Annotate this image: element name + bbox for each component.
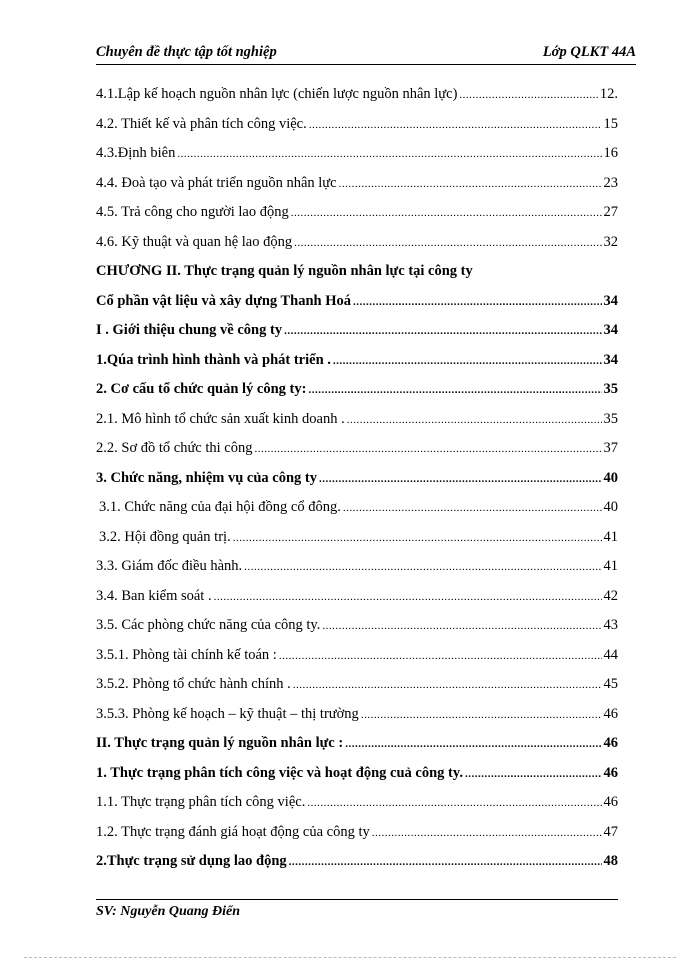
toc-entry-title: 1.2. Thực trạng đánh giá hoạt động của công ty: [96, 823, 370, 840]
toc-leader-dots: [279, 650, 602, 662]
toc-leader-dots: [339, 178, 602, 190]
header-class: Lớp QLKT 44A: [542, 44, 636, 60]
toc-leader-dots: [343, 502, 602, 514]
toc-entry-title: 2.2. Sơ đồ tổ chức thi công: [96, 440, 253, 456]
toc-entry: [96, 204, 618, 234]
toc-entry-title: 3.5.3. Phòng kế hoạch – kỹ thuật – thị trường: [96, 705, 359, 722]
toc-page-number: 41: [603, 528, 618, 545]
toc-leader-dots: [291, 207, 602, 219]
toc-page-number: 42: [603, 587, 618, 604]
toc-entry: [96, 175, 618, 205]
toc-leader-dots: [322, 620, 601, 632]
header-title: Chuyên đề thực tập tốt nghiệp: [96, 44, 277, 60]
toc-entry-title: 1. Thực trạng phân tích công việc và hoạt động cuả công ty.: [96, 764, 463, 781]
toc-entry-title: 2.1. Mô hình tổ chức sản xuất kinh doanh .: [96, 410, 345, 427]
toc-page-number: 43: [603, 617, 618, 633]
toc-entry: [96, 676, 618, 706]
toc-entry-title: Cổ phần vật liệu và xây dựng Thanh Hoá: [96, 292, 352, 309]
toc-page-number: 35: [603, 410, 618, 427]
toc-page-number: 15: [603, 115, 618, 132]
toc-page-number: 32: [603, 233, 618, 250]
toc-entry: [96, 499, 618, 529]
toc-entry: [96, 617, 618, 647]
toc-entry-title: 3. Chức năng, nhiệm vụ của công ty: [96, 469, 317, 486]
toc-page-number: 46: [603, 735, 618, 751]
toc-entry: [96, 145, 618, 175]
toc-entry: [96, 529, 618, 559]
toc-entry-title: 3.5.1. Phòng tài chính kế toán :: [96, 646, 277, 663]
page-edge-divider: [24, 957, 676, 958]
toc-page-number: 35: [603, 381, 618, 397]
toc-entry: [96, 381, 618, 411]
toc-leader-dots: [293, 679, 602, 691]
toc-entry-title: 4.5. Trả công cho người lao động: [96, 204, 289, 220]
toc-page-number: 34: [603, 292, 618, 309]
toc-page-number: 34: [603, 322, 618, 338]
toc-entry: [96, 765, 618, 795]
toc-entry-title: 1.Qúa trình hình thành và phát triển .: [96, 351, 331, 368]
toc-leader-dots: [308, 384, 601, 396]
toc-entry: [96, 558, 618, 588]
toc-leader-dots: [214, 591, 602, 603]
toc-entry: [96, 116, 618, 146]
toc-entry: [96, 263, 618, 293]
toc-entry-title: 4.2. Thiết kế và phân tích công việc.: [96, 115, 307, 132]
toc-leader-dots: [345, 738, 601, 750]
toc-page-number: 46: [603, 705, 618, 722]
toc-leader-dots: [284, 325, 601, 337]
toc-page-number: 16: [603, 145, 618, 161]
footer-author: SV: Nguyễn Quang Điển: [96, 904, 241, 919]
toc-page-number: 37: [603, 440, 618, 456]
toc-leader-dots: [254, 443, 601, 455]
toc-entry-title: 1.1. Thực trạng phân tích công việc.: [96, 794, 306, 810]
toc-entry: [96, 794, 618, 824]
toc-page-number: 46: [603, 794, 618, 810]
toc-entry-title: CHƯƠNG II. Thực trạng quản lý nguồn nhân lực tại công ty: [96, 263, 473, 279]
toc-entry-title: 3.5.2. Phòng tổ chức hành chính .: [96, 676, 291, 692]
toc-entry-title: 3.2. Hội đồng quản trị.: [99, 528, 231, 545]
toc-leader-dots: [319, 473, 602, 485]
toc-entry: [96, 647, 618, 677]
toc-page-number: 23: [603, 174, 618, 191]
toc-page-number: 41: [603, 558, 618, 574]
toc-leader-dots: [309, 119, 602, 131]
toc-entry: [96, 706, 618, 736]
toc-entry: [96, 411, 618, 441]
toc-entry: [96, 853, 618, 883]
page-header: [96, 44, 636, 65]
toc-leader-dots: [333, 355, 602, 367]
toc-entry-title: 3.3. Giám đốc điều hành.: [96, 558, 243, 574]
toc-entry: [96, 352, 618, 382]
toc-entry: [96, 588, 618, 618]
toc-entry-title: 2. Cơ cấu tổ chức quản lý công ty:: [96, 381, 307, 397]
toc-entry: [96, 824, 618, 854]
toc-leader-dots: [372, 827, 602, 839]
toc-leader-dots: [459, 89, 597, 101]
toc-page-number: 44: [603, 646, 618, 663]
toc-leader-dots: [361, 709, 602, 721]
toc-page-number: 48: [603, 853, 618, 869]
toc-entry-title: 3.4. Ban kiểm soát .: [96, 587, 212, 604]
toc-entry: [96, 86, 618, 116]
toc-page-number: 12.: [599, 86, 618, 102]
toc-leader-dots: [294, 237, 601, 249]
toc-entry-title: 2.Thực trạng sử dụng lao động: [96, 853, 287, 869]
toc-entry: [96, 735, 618, 765]
toc-leader-dots: [289, 856, 602, 868]
toc-entry-title: 3.1. Chức năng của đại hội đồng cổ đông.: [99, 499, 341, 515]
toc-entry-title: 3.5. Các phòng chức năng của công ty.: [96, 617, 321, 633]
toc-leader-dots: [233, 532, 602, 544]
toc-page-number: 27: [603, 204, 618, 220]
toc-entry: [96, 470, 618, 500]
toc-entry-title: 4.6. Kỹ thuật và quan hệ lao động: [96, 233, 293, 250]
toc-leader-dots: [347, 414, 602, 426]
toc-entry-title: 4.3.Định biên: [96, 145, 176, 161]
toc-leader-dots: [177, 148, 601, 160]
toc-page-number: 46: [603, 764, 618, 781]
page-footer: [96, 899, 618, 920]
toc-page-number: 45: [603, 676, 618, 692]
toc-entry-title: II. Thực trạng quản lý nguồn nhân lực :: [96, 735, 344, 751]
toc-page-number: 34: [603, 351, 618, 368]
toc-entry-title: 4.1.Lập kế hoạch nguồn nhân lực (chiến lược nguồn nhân lực): [96, 86, 458, 102]
toc-entry-title: 4.4. Đoà tạo và phát triển nguồn nhân lực: [96, 174, 337, 191]
toc-entry: [96, 293, 618, 323]
toc-entry: [96, 322, 618, 352]
toc-leader-dots: [465, 768, 602, 780]
toc-page-number: 47: [603, 823, 618, 840]
toc-entry-title: I . Giới thiệu chung về công ty: [96, 322, 283, 338]
toc-leader-dots: [353, 296, 601, 308]
toc-entry: [96, 440, 618, 470]
toc-leader-dots: [307, 797, 601, 809]
toc-entry: [96, 234, 618, 264]
toc-leader-dots: [244, 561, 601, 573]
toc-page-number: 40: [603, 499, 618, 515]
table-of-contents: [96, 86, 618, 883]
toc-page-number: 40: [603, 469, 618, 486]
